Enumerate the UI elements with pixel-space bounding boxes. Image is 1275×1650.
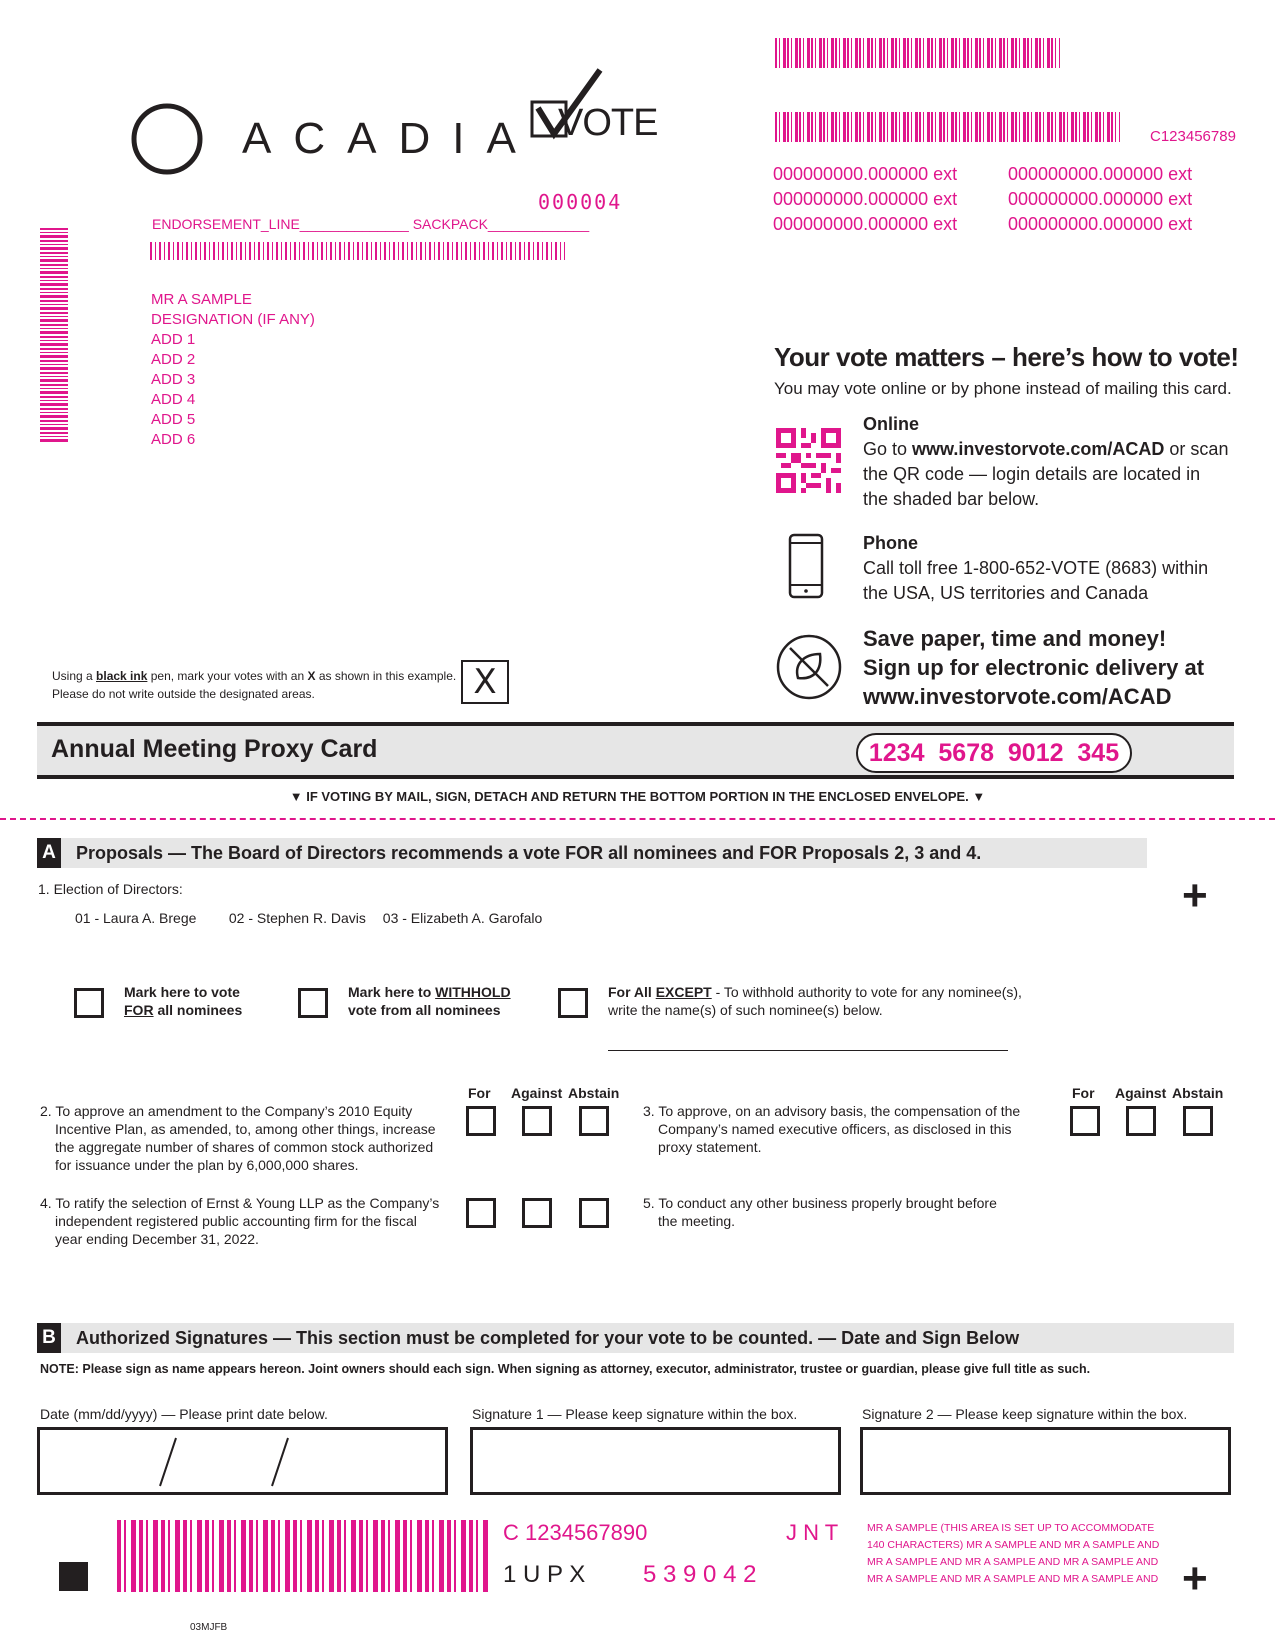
address-line: ADD 2 [151, 351, 196, 368]
vote-subline: You may vote online or by phone instead of mailing this card. [774, 379, 1232, 398]
proposal-2-abstain-checkbox[interactable] [579, 1106, 609, 1136]
opt-except-pre: For All [608, 984, 656, 1000]
vote-for-all-label [124, 983, 242, 1019]
instr-mid: pen, mark your votes with an [147, 669, 308, 683]
nominees [75, 909, 542, 927]
proposal-4-line: year ending December 31, 2022. [55, 1231, 259, 1247]
except-nominee-write-line[interactable] [608, 1050, 1008, 1051]
vote-headline: Your vote matters – here’s how to vote! [774, 342, 1239, 372]
registration-plus-icon: + [1182, 871, 1208, 920]
address-line: DESIGNATION (IF ANY) [151, 311, 315, 328]
sig1-label: Signature 1 — Please keep signature within the box. [472, 1406, 798, 1422]
card-title: Annual Meeting Proxy Card [51, 735, 378, 763]
date-input-box[interactable] [37, 1427, 448, 1495]
online-block [863, 412, 1228, 512]
withhold-all-label [348, 983, 511, 1019]
acadia-logo [130, 102, 538, 176]
proposal-3-abstain-checkbox[interactable] [1183, 1106, 1213, 1136]
proposal-4-line: independent registered public accounting firm for the fiscal [55, 1213, 417, 1229]
instructions [52, 667, 456, 703]
footer-sample-line: MR A SAMPLE (THIS AREA IS SET UP TO ACCOMMODATE [867, 1522, 1155, 1534]
vote-logo [530, 68, 658, 148]
withhold-all-checkbox[interactable] [298, 988, 328, 1018]
footer-number: 5 3 9 0 4 2 [643, 1561, 757, 1588]
opt-withhold-line2: vote from all nominees [348, 1002, 501, 1018]
online-post: or scan [1164, 439, 1229, 459]
proposal-4-abstain-checkbox[interactable] [579, 1198, 609, 1228]
proposal-4-against-checkbox[interactable] [522, 1198, 552, 1228]
opt-except-line1 [608, 983, 1022, 1001]
postal-barcode [150, 242, 565, 260]
col-for-right: For [1072, 1085, 1095, 1101]
section-b-title: Authorized Signatures — This section must be completed for your vote to be counted. — Date and Sign Below [76, 1328, 1020, 1348]
instr-post: as shown in this example. [315, 669, 457, 683]
proposal-2-line: 2. To approve an amendment to the Company’s 2010 Equity [40, 1103, 413, 1119]
qr-code-icon [776, 428, 841, 493]
col-for-left: For [468, 1085, 491, 1101]
opt-for-for: FOR [124, 1002, 154, 1018]
footer-sample-line: 140 CHARACTERS) MR A SAMPLE AND MR A SAMPLE AND [867, 1539, 1160, 1551]
col-against-left: Against [511, 1085, 563, 1101]
col-abstain-right: Abstain [1172, 1085, 1224, 1101]
footer-sample-line: MR A SAMPLE AND MR A SAMPLE AND MR A SAMPLE AND [867, 1556, 1159, 1568]
online-line3: the shaded bar below. [863, 489, 1040, 509]
card-code: 1234 5678 9012 345 [856, 733, 1132, 773]
online-line2: the QR code — login details are located in [863, 464, 1201, 484]
section-b-note: NOTE: Please sign as name appears hereon. Joint owners should each sign. When signing as attorney, executor, administrator, trustee or guardian, please give full title as such. [40, 1362, 1091, 1376]
proposal-3-for-checkbox[interactable] [1070, 1106, 1100, 1136]
nominee-name: 01 - Laura A. Brege [75, 910, 197, 926]
address-line: ADD 3 [151, 371, 196, 388]
ext-line: 000000000.000000 ext [1008, 189, 1193, 209]
leaf-icon [776, 634, 842, 700]
address-line: ADD 1 [151, 331, 196, 348]
phone-block [863, 531, 1208, 606]
form-code: 03MJFB [190, 1622, 228, 1633]
col-against-right: Against [1115, 1085, 1167, 1101]
signature-2-box[interactable] [860, 1427, 1231, 1495]
opt-for-line1: Mark here to vote [124, 984, 240, 1000]
ext-lines [773, 162, 1203, 237]
down-triangle-icon: ▼ [968, 789, 986, 804]
address-line: ADD 5 [151, 411, 196, 428]
opt-withhold-line1 [348, 983, 511, 1001]
proposal-3-line: Company’s named executive officers, as disclosed in this [658, 1121, 1012, 1137]
side-barcode [40, 228, 68, 443]
detach-line [0, 818, 1275, 820]
address-line: MR A SAMPLE [151, 291, 252, 308]
proposal-5 [643, 1194, 997, 1230]
opt-except-rest: - To withhold authority to vote for any nominee(s), [711, 984, 1022, 1000]
proposal-3-against-checkbox[interactable] [1126, 1106, 1156, 1136]
opt-for-line2 [124, 1001, 242, 1019]
endorsement-line: ENDORSEMENT_LINE______________ SACKPACK_____________ [152, 216, 590, 232]
footer-upx: 1 U P X [503, 1561, 586, 1588]
proposal-2-line: for issuance under the plan by 6,000,000 shares. [55, 1157, 359, 1173]
save-line1: Save paper, time and money! [863, 626, 1167, 651]
instructions-line2: Please do not write outside the designated areas. [52, 687, 315, 701]
election-label: 1. Election of Directors: [38, 881, 183, 897]
opt-except-line2: write the name(s) of such nominee(s) below. [608, 1002, 883, 1018]
footer-sample-line: MR A SAMPLE AND MR A SAMPLE AND MR A SAMPLE AND [867, 1573, 1159, 1585]
proposal-4-for-checkbox[interactable] [466, 1198, 496, 1228]
online-line1 [863, 437, 1228, 462]
example-mark-box [461, 660, 509, 704]
proposal-2-line: Incentive Plan, as amended, to, among other things, increase [55, 1121, 436, 1137]
registration-plus-icon-bottom: + [1182, 1554, 1208, 1603]
instr-pre: Using a [52, 669, 97, 683]
footer-sample [867, 1520, 1159, 1588]
phone-title: Phone [863, 533, 919, 553]
online-title: Online [863, 414, 920, 434]
opt-withhold-pre: Mark here to [348, 984, 436, 1000]
opt-for-rest: all nominees [153, 1002, 243, 1018]
phone-icon [788, 533, 824, 599]
control-code: C123456789 [1150, 128, 1236, 145]
acadia-wordmark: ACADIA [242, 114, 538, 163]
for-all-except-label [608, 983, 1022, 1019]
proposal-5-line: 5. To conduct any other business properly brought before [643, 1195, 997, 1211]
address-line: ADD 6 [151, 431, 196, 448]
detach-notice [0, 789, 1275, 804]
save-line2: Sign up for electronic delivery at [863, 655, 1205, 680]
proposal-2-line: the aggregate number of shares of common stock authorized [55, 1139, 434, 1155]
online-url[interactable]: www.investorvote.com/ACAD [912, 439, 1165, 459]
address-line: ADD 4 [151, 391, 196, 408]
instructions-line1 [52, 667, 456, 685]
proposal-3-line: proxy statement. [658, 1139, 762, 1155]
example-mark: X [473, 662, 497, 702]
section-a-letter: A [37, 838, 61, 868]
detach-text: IF VOTING BY MAIL, SIGN, DETACH AND RETURN THE BOTTOM PORTION IN THE ENCLOSED ENVELOPE. [306, 789, 969, 804]
sequence-number: 000004 [538, 190, 623, 214]
proposal-3 [643, 1102, 1020, 1156]
registration-square-icon [59, 1562, 88, 1591]
down-triangle-icon: ▼ [289, 789, 307, 804]
footer-control: C 1234567890 [503, 1520, 648, 1545]
vote-for-all-checkbox[interactable] [74, 988, 104, 1018]
phone-line2: the USA, US territories and Canada [863, 583, 1149, 603]
col-abstain-left: Abstain [568, 1085, 620, 1101]
ext-line: 000000000.000000 ext [773, 214, 958, 234]
barcode-second [775, 112, 1120, 142]
ext-line: 000000000.000000 ext [773, 164, 958, 184]
barcode-top [775, 38, 1060, 68]
ext-line: 000000000.000000 ext [1008, 214, 1193, 234]
instr-ink: black ink [96, 669, 148, 683]
save-line3[interactable]: www.investorvote.com/ACAD [863, 684, 1172, 709]
footer-jnt: J N T [786, 1520, 839, 1545]
nominee-name: 03 - Elizabeth A. Garofalo [382, 910, 543, 926]
nominee-name: 02 - Stephen R. Davis [228, 910, 366, 926]
proposal-2 [40, 1102, 436, 1174]
section-a-title: Proposals — The Board of Directors recommends a vote FOR all nominees and FOR Proposals 2, 3 and 4. [76, 843, 982, 863]
section-b-letter: B [37, 1323, 61, 1353]
ext-line: 000000000.000000 ext [1008, 164, 1193, 184]
proposal-4-line: 4. To ratify the selection of Ernst & Young LLP as the Company’s [40, 1195, 440, 1211]
phone-line1: Call toll free 1-800-652-VOTE (8683) within [863, 558, 1209, 578]
footer-barcode [117, 1520, 491, 1592]
signature-1-box[interactable] [470, 1427, 841, 1495]
opt-withhold-word: WITHHOLD [435, 984, 511, 1000]
date-slashes-icon [40, 1430, 445, 1492]
online-pre: Go to [863, 439, 913, 459]
vote-wordmark: VOTE [558, 102, 658, 144]
ext-line: 000000000.000000 ext [773, 189, 958, 209]
for-all-except-checkbox[interactable] [558, 988, 588, 1018]
proposal-2-against-checkbox[interactable] [522, 1106, 552, 1136]
save-block [863, 624, 1204, 711]
proposal-3-line: 3. To approve, on an advisory basis, the compensation of the [643, 1103, 1021, 1119]
proposal-2-for-checkbox[interactable] [466, 1106, 496, 1136]
instr-x: X [307, 669, 316, 683]
sig2-label: Signature 2 — Please keep signature within the box. [862, 1406, 1188, 1422]
address-block [151, 290, 315, 450]
opt-except-word: EXCEPT [655, 984, 712, 1000]
acadia-ring-icon [130, 102, 204, 176]
proposal-4 [40, 1194, 439, 1248]
proposal-5-line: the meeting. [658, 1213, 736, 1229]
date-label: Date (mm/dd/yyyy) — Please print date below. [40, 1406, 328, 1422]
